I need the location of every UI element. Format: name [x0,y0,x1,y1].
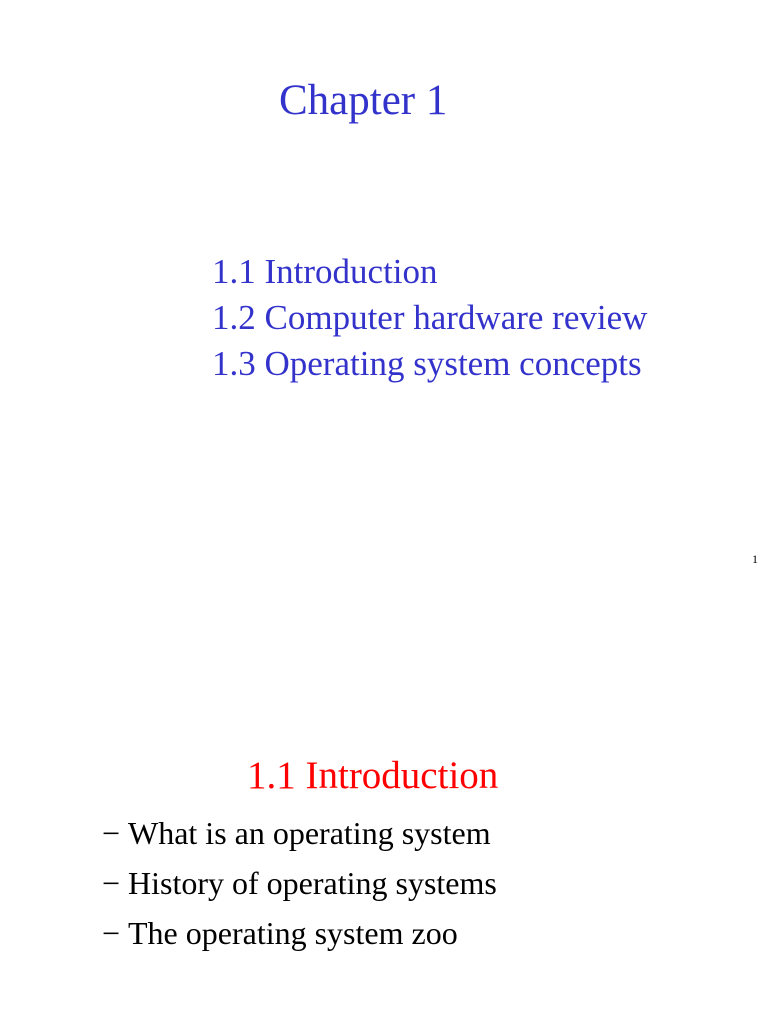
table-of-contents [212,249,647,387]
list-item-text: The operating system zoo [128,915,458,951]
list-item-text: History of operating systems [128,865,497,901]
dash-bullet-icon: − [102,815,121,851]
toc-item-hardware-review: 1.2 Computer hardware review [212,298,648,337]
list-item [102,908,497,958]
chapter-title: Chapter 1 [279,77,448,124]
slide-introduction [0,512,768,1024]
toc-item-os-concepts: 1.3 Operating system concepts [212,344,642,383]
list-item-text: What is an operating system [128,815,491,851]
dash-bullet-icon: − [102,915,121,951]
toc-item-introduction: 1.1 Introduction [212,252,438,291]
dash-bullet-icon: − [102,865,121,901]
list-item [102,858,497,908]
page-number: 1 [752,552,758,566]
section-title: 1.1 Introduction [247,754,499,797]
bullet-list [102,808,497,958]
list-item [102,808,497,858]
